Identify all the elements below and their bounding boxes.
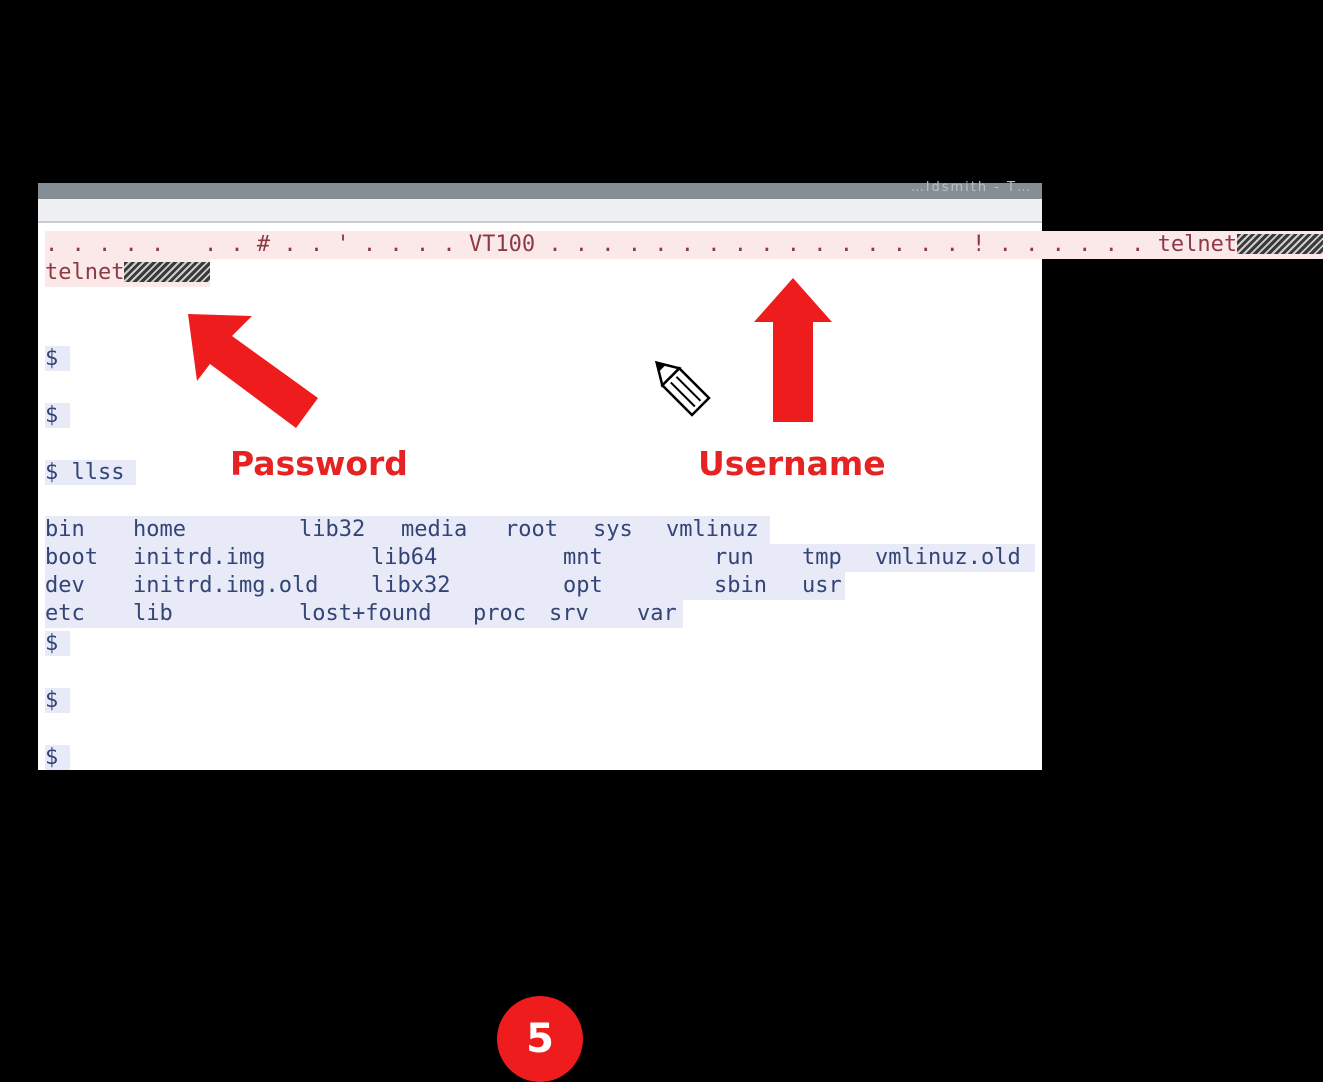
ls-entry: vmlinuz — [666, 517, 759, 542]
ls-entry: media — [401, 517, 468, 542]
ls-entry: initrd.img.old — [133, 573, 319, 598]
ls-entry: bin — [45, 517, 85, 542]
arrow-up-left-icon — [188, 314, 318, 428]
ls-entry: sys — [593, 517, 633, 542]
ls-entry: lib64 — [371, 545, 438, 570]
ls-entry: lib32 — [299, 517, 366, 542]
ls-entry: etc — [45, 601, 85, 626]
ls-entry: boot — [45, 545, 98, 570]
arrow-up-icon — [754, 278, 832, 422]
shell-prompt: $ — [45, 402, 70, 430]
shell-prompt: $ — [45, 687, 70, 715]
ls-entry: dev — [45, 573, 85, 598]
shell-prompt: $ — [45, 345, 70, 373]
username-label: Username — [698, 444, 886, 483]
ls-entry: usr — [802, 573, 842, 598]
ls-entry: var — [637, 601, 677, 626]
ls-entry: run — [714, 545, 754, 570]
ls-entry: home — [133, 517, 186, 542]
pencil-cursor-icon — [648, 354, 709, 415]
telnet-text: telnet — [45, 260, 125, 285]
ls-entry: lost+found — [299, 601, 432, 626]
step-number-badge: 5 — [497, 996, 583, 1082]
password-label: Password — [230, 444, 408, 483]
window-title: …ldsmith - T… — [910, 180, 1032, 195]
ls-entry: sbin — [714, 573, 767, 598]
ls-entry: srv — [549, 601, 589, 626]
ls-entry: vmlinuz.old — [875, 545, 1021, 570]
username-redacted — [1237, 234, 1323, 254]
ls-entry: root — [505, 517, 558, 542]
negotiation-text: . . . . . . . # . . ' . . . . VT100 . . . . . . . . . . . . . . . . ! . . . . . . telnet — [45, 232, 1238, 257]
ls-entry: lib — [133, 601, 173, 626]
shell-prompt: $ — [45, 744, 70, 772]
ls-entry: initrd.img — [133, 545, 266, 570]
command-line: $ llss — [45, 459, 136, 487]
ls-entry: mnt — [563, 545, 603, 570]
ls-entry: proc — [473, 601, 526, 626]
ls-entry: tmp — [802, 545, 842, 570]
shell-prompt: $ — [45, 630, 70, 658]
ls-entry: opt — [563, 573, 603, 598]
ls-entry: libx32 — [371, 573, 451, 598]
